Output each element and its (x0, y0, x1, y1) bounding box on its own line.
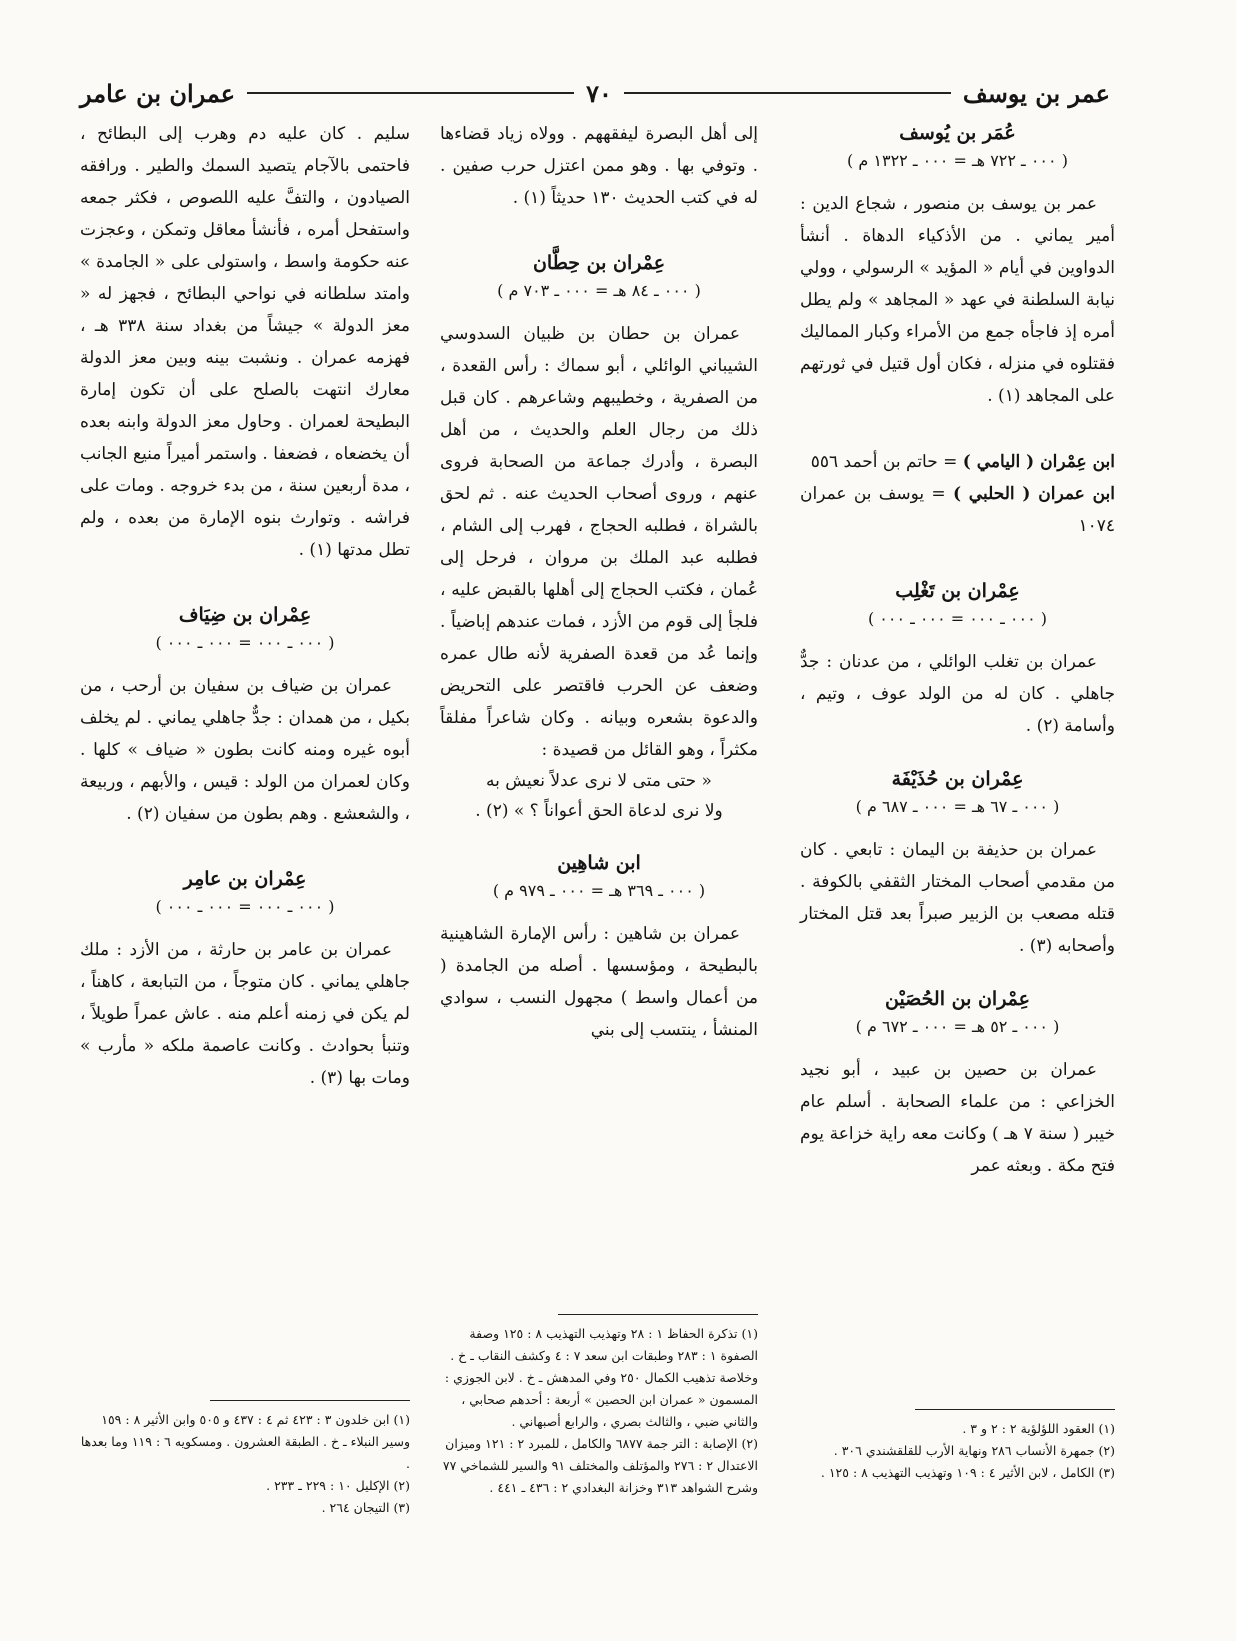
entry-text: عمران بن شاهين : رأس الإمارة الشاهينية بالبطيحة ، ومؤسسها . أصله من الجامدة ( من أعمال واسط ) مجهول النسب ، سوادي المنشأ ، ينتسب إلى بني (440, 924, 758, 1040)
entry-title: عِمْران بن الحُصَيْن (884, 988, 1031, 1010)
cross-reference-name: ابن عِمْران ( اليامي ) (962, 452, 1115, 472)
entry-title: عُمَر بن يُوسف (899, 122, 1016, 144)
entry-text: عمران بن حطان بن ظبيان السدوسي الشيباني الوائلي ، أبو سماك : رأس القعدة ، من الصفرية ، وخطيبهم وشاعرهم . كان قبل ذلك من رجال العلم والحديث ، من أهل البصرة ، وأدرك جماعة من الصحابة فروى عنهم ، وروى أصحاب الحديث عنه . ثم لحق بالشراة ، فطلبه الحجاج ، فهرب إلى الشام ، فطلبه عبد الملك بن مروان ، فرحل إلى عُمان ، فكتب الحجاج إلى أهلها بالقبض عليه ، فلجأ إلى قوم من الأزد ، فمات عندهم إباضياً . وإنما عُد من قعدة الصفرية لأنه طال عمره وضعف عن الحرب فاقتصر على التحريض والدعوة بشعره وبيانه . وكان شاعراً مفلقاً مكثراً ، وهو القائل من قصيدة : (440, 324, 758, 760)
entry-text: عمران بن ضياف بن سفيان بن أرحب ، من بكيل ، من همدان : جدٌّ جاهلي يماني . لم يخلف أبوه غيره ومنه كانت بطون « ضياف » كلها . وكان لعمران من الولد : قيس ، والأبهم ، وربيعة ، والشعشع . وهم بطون من سفيان (٢) . (80, 676, 410, 824)
column-right (800, 118, 1115, 1182)
footnote-rule (558, 1314, 758, 1315)
cross-reference-target: = يوسف بن عمران ١٠٧٤ (800, 484, 1115, 536)
verse-line: ولا نرى لدعاة الحق أعواناً ؟ » (٢) . (475, 801, 723, 821)
column-left (80, 118, 410, 1094)
column-middle (440, 118, 758, 1046)
entry-title: عِمْران بن حِطَّان (532, 252, 666, 274)
entry-title: ابن شاهِين (557, 852, 641, 874)
entry-text: عمران بن عامر بن حارثة ، من الأزد : ملك جاهلي يماني . كان متوجاً ، من التبابعة ، كاهناً ، لم يكن في زمنه أعلم منه . عاش عمراً طويلاً ، وتنبأ بحوادث . وكانت عاصمة ملكه « مأرب » ومات بها (٣) . (80, 940, 410, 1088)
entry-text: عمران بن حصين بن عبيد ، أبو نجيد الخزاعي : من علماء الصحابة . أسلم عام خيبر ( سنة ٧ هـ ) وكانت معه راية خزاعة يوم فتح مكة . وبعثه عمر (800, 1060, 1116, 1176)
footnote: (٣) التيجان ٢٦٤ . (321, 1500, 410, 1515)
verse-line: « حتى متى لا نرى عدلاً نعيش به (486, 771, 712, 791)
entry-dates: ( ٠٠٠ ـ ٠٠٠ = ٠٠٠ ـ ٠٠٠ ) (155, 633, 335, 652)
page-number: ٧٠ (586, 78, 612, 108)
entry-continuation: سليم . كان عليه دم وهرب إلى البطائح ، فاحتمى بالآجام يتصيد السمك والطير . ورافقه الصيادون ، والتفَّ عليه اللصوص ، فكثر جمعه واستفحل أمره ، فأنشأ معاقل وتمكن ، وعجزت عنه حكومة واسط ، واستولى على « الجامدة » وامتد سلطانه في نواحي البطائح ، فجهز له « معز الدولة » جيشاً من بغداد سنة ٣٣٨ هـ ، فهزمه عمران . ونشبت بينه وبين معز الدولة معارك انتهت بالصلح على أن تكون إمارة البطيحة لعمران . وحاول معز الدولة وابنه بعده أن يخضعاه ، فضعفا . واستمر أميراً منيع الجانب ، مدة أربعين سنة ، من بدء خروجه . ومات على فراشه . وتوارث بنوه الإمارة من بعده ، ولم تطل مدتها (١) . (80, 124, 410, 560)
footnote: (١) تذكرة الحفاظ ١ : ٢٨ وتهذيب التهذيب ٨ : ١٢٥ وصفة الصفوة ١ : ٢٨٣ وطبقات ابن سعد ٧ : ٤ وكشف النقاب ـ خ . وخلاصة تذهيب الكمال ٢٥٠ وفي المدهش ـ خ . لابن الجوزي : المسمون « عمران ابن الحصين » أربعة : أحدهم صحابي ، والثاني ضبي ، والثالث بصري ، والرابع أصبهاني . (444, 1326, 758, 1429)
running-head-left: عمران بن عامر (79, 78, 236, 108)
entry-text: عمران بن حذيفة بن اليمان : تابعي . كان من مقدمي أصحاب المختار الثقفي بالكوفة . قتله مصعب بن الزبير صبراً بعد قتل المختار وأصحابه (٣) . (800, 840, 1115, 956)
entry-dates: ( ٠٠٠ ـ ٨٤ هـ = ٠٠٠ ـ ٧٠٣ م ) (497, 281, 701, 300)
entry-title: عِمْران بن حُذَيْفَة (891, 768, 1024, 790)
running-head-right: عمر بن يوسف (962, 78, 1110, 108)
footnote: (١) العقود اللؤلؤية ٢ : ٢ و ٣ . (962, 1421, 1115, 1436)
footnotes-right (800, 1395, 1115, 1484)
entry-dates: ( ٠٠٠ ـ ٦٧ هـ = ٠٠٠ ـ ٦٨٧ م ) (855, 797, 1060, 816)
footnote: (٢) الإصابة : التر جمة ٦٨٧٧ والكامل ، للمبرد ٢ : ١٢١ وميزان الاعتدال ٢ : ٢٧٦ والمؤتلف والمختلف ٩١ والسير للشماخي ٧٧ وشرح الشواهد ٣١٣ وخزانة البغدادي ٢ : ٤٣٦ ـ ٤٤١ . (442, 1436, 758, 1495)
entry-text: عمران بن تغلب الوائلي ، من عدنان : جدٌّ جاهلي . كان له من الولد عوف ، وتيم ، وأسامة (٢) . (800, 652, 1115, 736)
footnote-rule (210, 1400, 410, 1401)
entry-dates: ( ٠٠٠ ـ ٧٢٢ هـ = ٠٠٠ ـ ١٣٢٢ م ) (847, 151, 1068, 170)
entry-dates: ( ٠٠٠ ـ ٠٠٠ = ٠٠٠ ـ ٠٠٠ ) (867, 609, 1048, 628)
page-header (80, 70, 1110, 116)
cross-reference (800, 446, 1115, 478)
footnote: (٢) الإكليل ١٠ : ٢٢٩ ـ ٢٣٣ . (266, 1478, 410, 1493)
footnote-rule (915, 1409, 1115, 1410)
header-rule-right (624, 92, 951, 94)
entry-text: عمر بن يوسف بن منصور ، شجاع الدين : أمير يماني . من الأذكياء الدهاة . أنشأ الدواوين في أيام « المؤيد » الرسولي ، وولي نيابة السلطنة في عهد « المجاهد » ولم يطل أمره إذ فاجأه جمع من الأمراء وكبار المماليك فقتلوه في منزله ، فكان أول قتيل في ثورتهم على المجاهد (١) . (800, 194, 1115, 406)
cross-reference-name: ابن عمران ( الحلبي ) (952, 484, 1115, 504)
footnotes-middle (440, 1300, 758, 1499)
footnotes-left (80, 1386, 410, 1519)
footnote: (١) ابن خلدون ٣ : ٤٢٣ ثم ٤ : ٤٣٧ و ٥٠٥ وابن الأثير ٨ : ١٥٩ وسير النبلاء ـ خ . الطبقة العشرون . ومسكويه ٦ : ١١٩ وما بعدها . (80, 1412, 410, 1471)
entry-dates: ( ٠٠٠ ـ ٠٠٠ = ٠٠٠ ـ ٠٠٠ ) (155, 897, 335, 916)
cross-reference (800, 478, 1115, 542)
entry-title: عِمْران بن تَغْلِب (895, 580, 1020, 602)
header-rule-left (247, 92, 574, 94)
entry-title: عِمْران بن عامِر (183, 868, 307, 890)
entry-title: عِمْران بن ضِيَاف (178, 604, 312, 626)
entry-dates: ( ٠٠٠ ـ ٣٦٩ هـ = ٠٠٠ ـ ٩٧٩ م ) (492, 881, 706, 900)
footnote: (٢) جمهرة الأنساب ٢٨٦ ونهاية الأرب للقلقشندي ٣٠٦ . (833, 1443, 1115, 1458)
footnote: (٣) الكامل ، لابن الأثير ٤ : ١٠٩ وتهذيب التهذيب ٨ : ١٢٥ . (820, 1465, 1115, 1480)
entry-dates: ( ٠٠٠ ـ ٥٢ هـ = ٠٠٠ ـ ٦٧٢ م ) (855, 1017, 1060, 1036)
cross-reference-target: = حاتم بن أحمد ٥٥٦ (810, 452, 963, 472)
entry-continuation: إلى أهل البصرة ليفقههم . وولاه زياد قضاءها . وتوفي بها . وهو ممن اعتزل حرب صفين . له في كتب الحديث ١٣٠ حديثاً (١) . (440, 124, 758, 208)
